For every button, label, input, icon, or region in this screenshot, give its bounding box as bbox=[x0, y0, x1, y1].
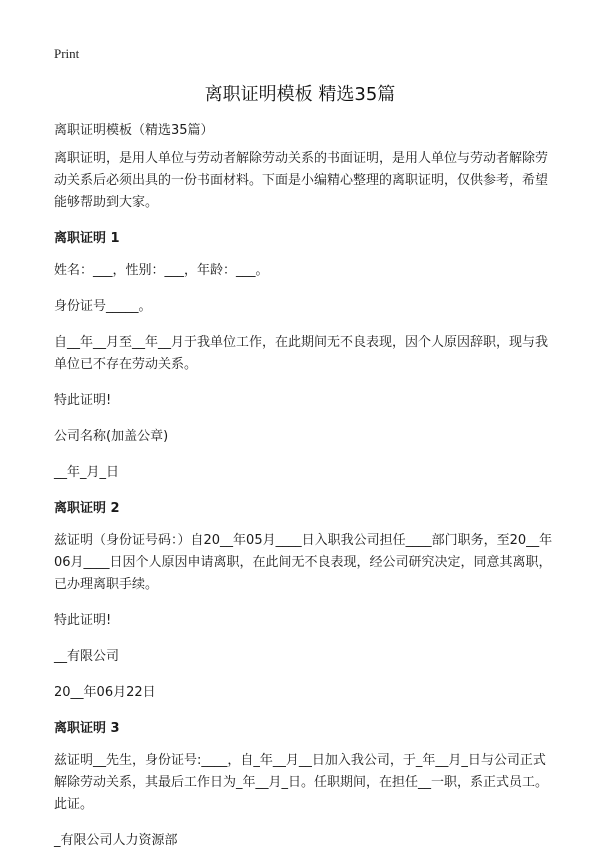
employment-statement: 兹证明__先生，身份证号:____，自_年__月__日加入我公司，于_年__月_日与公司正式解除劳动关系，其最后工作日为_年__月_日。任职期间，在担任__一职，系正式员工。此证。 bbox=[54, 753, 549, 812]
document-title: 离职证明模板 精选35篇 bbox=[204, 84, 396, 105]
section-heading-3: 离职证明 3 bbox=[54, 721, 120, 736]
document-body bbox=[54, 120, 554, 866]
intro-paragraph: 离职证明，是用人单位与劳动者解除劳动关系的书面证明，是用人单位与劳动者解除劳动关系后必须出具的一份书面材料。下面是小编精心整理的离职证明，仅供参考，希望能够帮助到大家。 bbox=[54, 151, 549, 210]
certify-line: 特此证明! bbox=[54, 613, 112, 628]
employment-statement: 兹证明（身份证号码：）自20__年05月____日入职我公司担任____部门职务，至20__年06月____日因个人原因申请离职，在此间无不良表现，经公司研究决定，同意其离职，已办理离职手续。 bbox=[54, 533, 553, 592]
document-subtitle: 离职证明模板（精选35篇） bbox=[54, 123, 214, 138]
certify-line: 特此证明! bbox=[54, 393, 112, 408]
employment-statement: 自__年__月至__年__月于我单位工作，在此期间无不良表现，因个人原因辞职，现与我单位已不存在劳动关系。 bbox=[54, 335, 549, 372]
name-gender-age-line: 姓名：___，性别：___，年龄：___。 bbox=[54, 263, 269, 278]
date-line: __年_月_日 bbox=[54, 465, 120, 480]
company-name-line: __有限公司 bbox=[54, 649, 120, 664]
section-heading-1: 离职证明 1 bbox=[54, 231, 120, 246]
id-number-line: 身份证号_____。 bbox=[54, 299, 152, 314]
date-line: 20__年06月22日 bbox=[54, 685, 156, 700]
print-label: Print bbox=[54, 46, 80, 61]
company-name-line: _有限公司人力资源部 bbox=[54, 833, 178, 848]
company-name-line: 公司名称(加盖公章) bbox=[54, 429, 169, 444]
section-heading-2: 离职证明 2 bbox=[54, 501, 120, 516]
